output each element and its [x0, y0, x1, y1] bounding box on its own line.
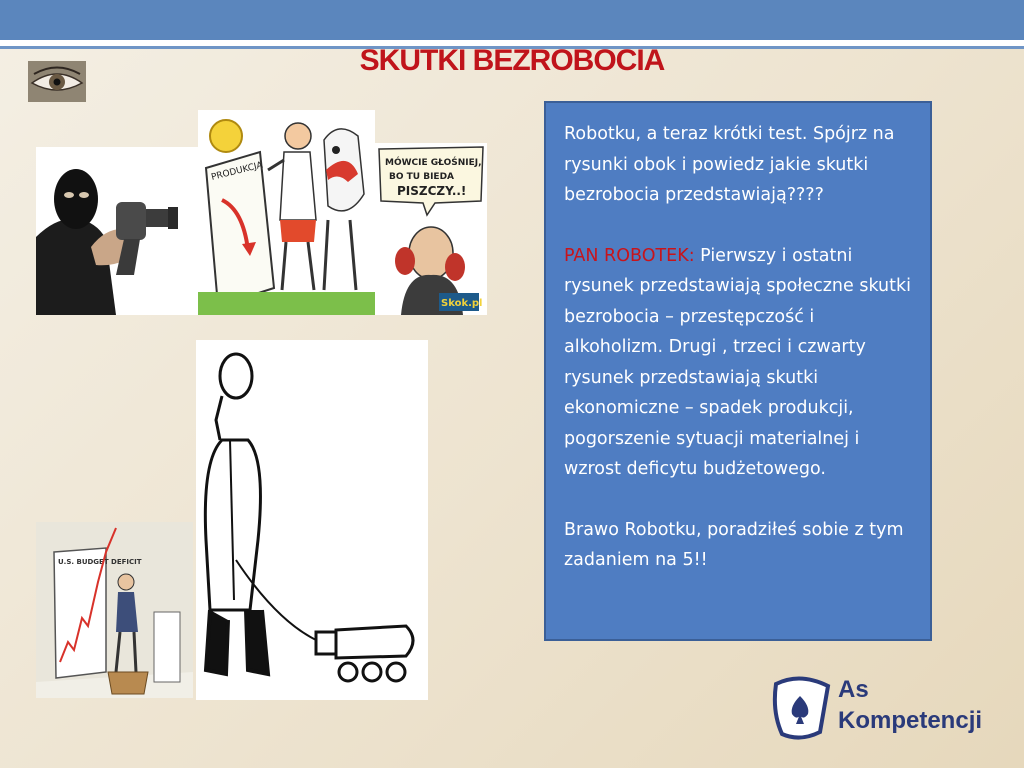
logo-line-2: Kompetencji — [838, 707, 983, 734]
slide-title: SKUTKI BEZROBOCIA — [359, 44, 665, 77]
alcoholism-bottle-cartoon — [196, 340, 428, 700]
answer-paragraph — [564, 241, 912, 485]
quiz-text-box — [544, 101, 932, 641]
answer-text: Pierwszy i ostatni rysunek przedstawiają społeczne skutki bezrobocia – przestępczość i alkoholizm. Drugi , trzeci i czwarty rysunek przedstawiają skutki ekonomiczne – spadek produkcji, pogorszenie sytuacji materialnej i wzrost deficytu budżetowego. — [564, 245, 911, 479]
poverty-phone-cartoon — [375, 143, 487, 315]
top-bar — [0, 0, 1024, 40]
as-kompetencji-logo — [770, 672, 1000, 744]
logo-text — [838, 674, 982, 736]
produkcja-label: PRODUKCJA — [210, 160, 264, 183]
logo-line-1: As — [838, 676, 869, 703]
eye-image — [28, 61, 86, 102]
robber-with-gun-image — [36, 147, 199, 315]
spade-card-icon — [770, 672, 834, 744]
speech-bubble: MÓWCIE GŁOŚNIEJ, BO TU BIEDA PISZCZY..! — [385, 158, 482, 198]
intro-text: Robotku, a teraz krótki test. Spójrz na rysunki obok i powiedz jakie skutki bezrobocia przedstawiają???? — [564, 124, 895, 205]
watermark: Skok.pl — [441, 298, 483, 309]
production-decline-cartoon — [198, 110, 375, 315]
closing-text: Brawo Robotku, poradziłeś sobie z tym zadaniem na 5!! — [564, 519, 904, 570]
budget-label: U.S. BUDGET DEFICIT — [58, 558, 142, 566]
budget-deficit-cartoon — [36, 522, 193, 698]
speaker-label: PAN ROBOTEK: — [564, 245, 695, 266]
